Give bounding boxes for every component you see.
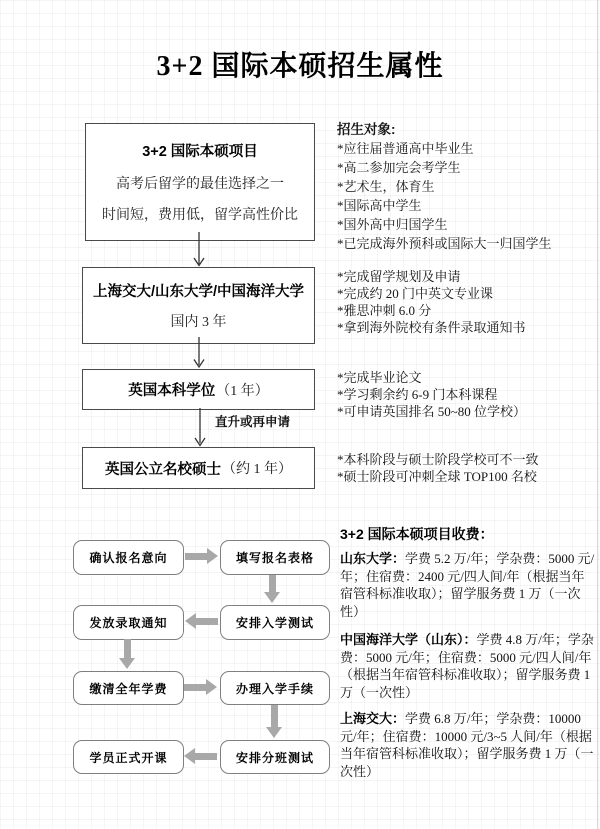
annotation-domestic-stage [337,268,526,336]
process-box-pay-tuition [73,671,184,705]
process-box-label: 安排入学测试 [235,616,314,630]
process-box-label: 填写报名表格 [235,551,314,565]
annotation-line: *完成约 20 门中英文专业课 [337,286,494,301]
annotation-line: *应往届普通高中毕业生 [337,141,474,156]
fee-item-ocean-university [340,631,597,701]
page-right-edge [597,0,598,829]
fee-item-shandong [340,550,597,620]
annotation-line: *完成毕业论文 [337,370,422,385]
annotation-bachelor-stage [337,369,526,420]
left-arrow-icon [184,748,217,764]
process-box-label: 办理入学手续 [235,681,314,696]
process-box-label: 发放录取通知 [89,616,168,630]
stage-box-program-line2: 时间短，费用低，留学高性价比 [102,208,298,224]
annotation-line: *完成留学规划及申请 [337,269,461,284]
annotation-line: *已完成海外预科或国际大一归国学生 [337,236,552,251]
fees-header: 3+2 国际本硕项目收费： [340,526,494,542]
fee-item-shanghai-jiaotong [340,710,597,780]
fee-school-name: 上海交大： [340,711,406,726]
fee-detail: 学费 5.2 万/年；学杂费：5000 元/年；住宿费：2400 元/四人间/年（根据当年宿管科标准收取）；留学服务费 1 万（一次性） [340,551,595,619]
stage-box-master-title: 英国公立名校硕士 [105,461,221,478]
right-arrow-icon [185,548,218,564]
right-arrow-icon [184,679,217,695]
annotation-master-stage [337,451,539,485]
process-box-confirm-intent [73,540,184,575]
annotation-line: *拿到海外院校有条件录取通知书 [337,320,526,335]
annotation-line: *硕士阶段可冲刺全球 TOP100 名校 [337,469,537,484]
left-arrow-icon [185,613,218,629]
stage-box-bachelor-duration: （1 年） [216,383,269,399]
stage-box-universities-title: 上海交大/山东大学/中国海洋大学 [92,284,305,301]
annotation-line: *雅思冲刺 6.0 分 [337,303,432,318]
annotation-header: 招生对象: [337,122,396,137]
stage-box-bachelor-title: 英国本科学位 [128,383,216,399]
process-box-fill-form [220,540,330,575]
flow-arrow-label: 直升或再申请 [215,415,291,429]
annotation-line: *本科阶段与硕士阶段学校可不一致 [337,452,539,467]
stage-box-universities-line1: 国内 3 年 [170,314,227,330]
fee-school-name: 山东大学： [340,551,406,566]
stage-box-master-duration: （约 1 年） [222,462,292,477]
process-box-label: 缴清全年学费 [89,681,168,696]
fee-detail: 学费 6.8 万/年；学杂费：10000 元/年；住宿费：10000 元/3~5 人间/年（根据当年宿管科标准收取）；留学服务费 1 万（一次性） [340,711,594,779]
stage-box-bachelor [82,369,315,410]
fee-school-name: 中国海洋大学（山东）： [340,632,477,647]
fee-detail: 学费 4.8 万/年；学杂费：5000 元/年；住宿费：5000 元/四人间/年（根据当年宿管科标准收取）；留学服务费 1 万（一次性） [340,632,594,700]
down-arrow-icon [266,705,282,738]
stage-box-program-title: 3+2 国际本硕项目 [142,143,258,160]
process-box-classes-begin [73,740,184,774]
down-arrow-icon [195,408,205,446]
process-box-label: 学员正式开课 [89,750,168,765]
process-box-enrollment [220,671,330,705]
stage-box-master [82,447,315,489]
annotation-line: *国际高中学生 [337,198,422,213]
stage-box-program [85,123,315,241]
annotation-line: *学习剩余约 6-9 门本科课程 [337,387,498,402]
process-box-placement-test [220,740,330,774]
annotation-line: *高二参加完会考学生 [337,160,461,175]
process-box-entrance-test [220,605,330,640]
stage-box-program-line1: 高考后留学的最佳选择之一 [116,176,284,192]
process-box-label: 安排分班测试 [235,750,314,765]
annotation-admission-targets [337,120,552,253]
page-title: 3+2 国际本硕招生属性 [156,51,444,82]
down-arrow-icon [264,575,280,603]
stage-box-universities [82,267,315,344]
annotation-line: *可申请英国排名 50~80 位学校） [337,404,527,419]
annotation-line: *国外高中归国学生 [337,217,448,232]
down-arrow-icon [119,639,135,669]
process-box-label: 确认报名意向 [89,551,168,565]
annotation-line: *艺术生，体育生 [337,179,435,194]
process-box-admission-notice [73,605,184,640]
